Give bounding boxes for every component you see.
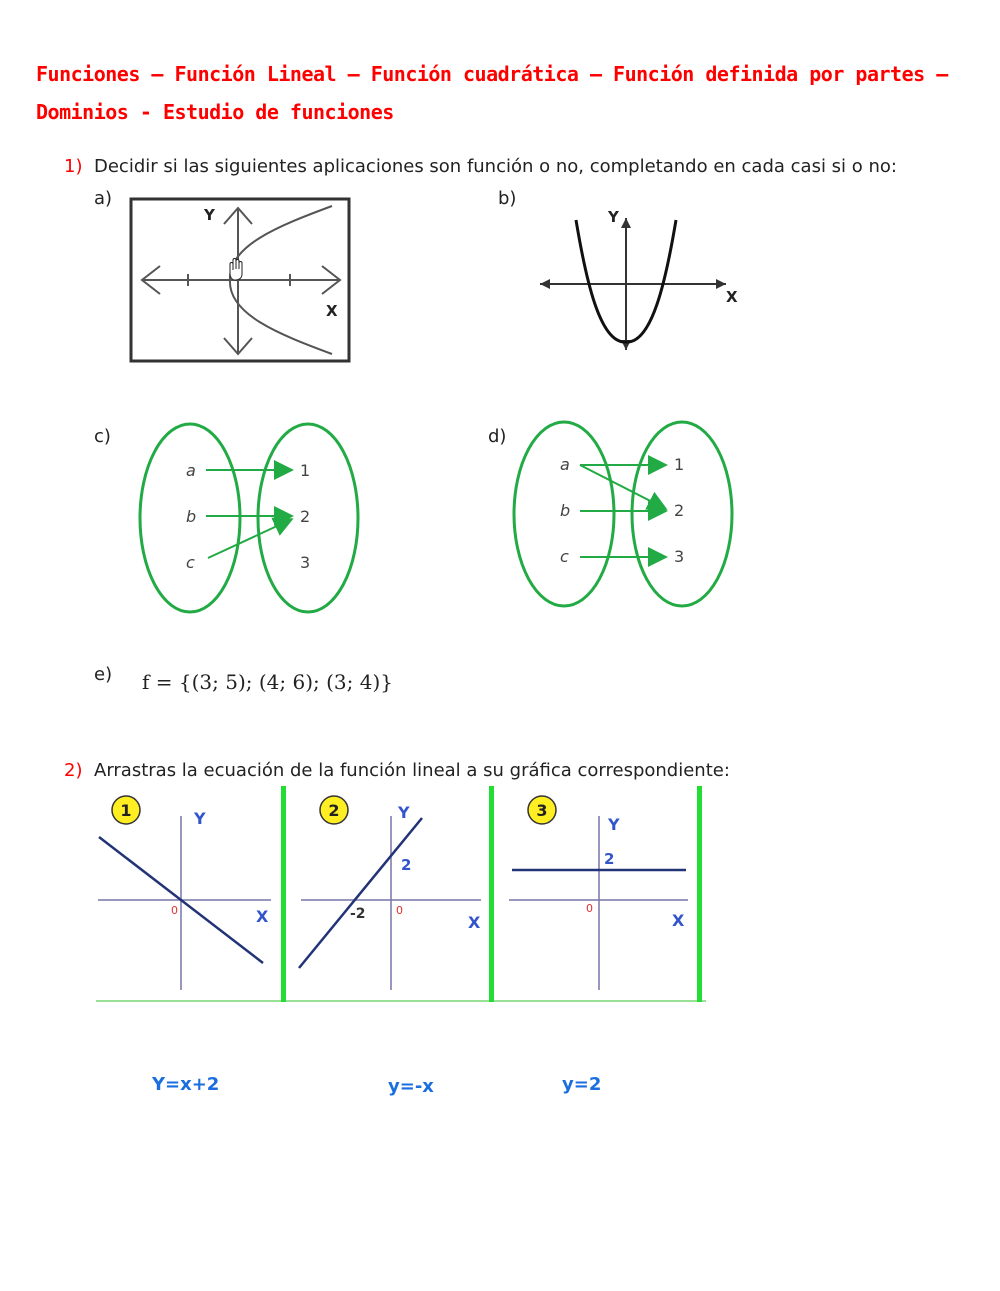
diagram-c-domain-c: c — [186, 553, 195, 572]
panel-2-y-label: Y — [398, 803, 410, 822]
graph-b-y-label: Y — [608, 208, 619, 226]
label-b: b) — [498, 188, 517, 209]
panel-2-y-intercept: 2 — [401, 856, 412, 874]
graph-a — [128, 196, 352, 364]
diagram-d-codomain-2: 2 — [674, 501, 685, 520]
panel-2-x-intercept: -2 — [350, 906, 366, 922]
diagram-d-codomain-3: 3 — [674, 547, 685, 566]
label-c: c) — [94, 426, 111, 447]
panel-3-badge: 3 — [536, 801, 548, 820]
label-d: d) — [488, 426, 507, 447]
panel-1-badge: 1 — [120, 801, 132, 820]
panel-3-y-intercept: 2 — [604, 850, 615, 868]
graph-b-x-label: X — [726, 288, 738, 306]
diagram-c — [138, 420, 364, 620]
graph-b — [530, 200, 750, 360]
page-subtitle: Dominios - Estudio de funciones — [36, 100, 394, 124]
diagram-c-codomain-2: 2 — [300, 507, 311, 526]
diagram-d-codomain-1: 1 — [674, 455, 685, 474]
diagram-d-domain-b: b — [560, 501, 571, 520]
panel-1-origin: 0 — [171, 904, 178, 917]
page-title: Funciones – Función Lineal – Función cuadrática – Función definida por partes – — [36, 62, 948, 86]
equation-y-minus-x[interactable]: y=-x — [388, 1076, 434, 1097]
diagram-d — [510, 418, 742, 614]
diagram-c-domain-b: b — [186, 507, 197, 526]
panel-3-y-label: Y — [608, 815, 620, 834]
question-1-text: Decidir si las siguientes aplicaciones son función o no, completando en cada casi si o no: — [94, 156, 897, 177]
diagram-c-codomain-3: 3 — [300, 553, 311, 572]
linear-graphs-panel — [96, 786, 706, 1004]
panel-1-x-label: X — [256, 907, 269, 926]
graph-a-y-label: Y — [204, 206, 215, 224]
panel-1-y-label: Y — [194, 809, 206, 828]
diagram-d-domain-c: c — [560, 547, 569, 566]
graph-panel-2 — [299, 796, 481, 990]
equation-y-2[interactable]: y=2 — [562, 1074, 602, 1095]
panel-3-origin: 0 — [586, 902, 593, 915]
panel-2-badge: 2 — [328, 801, 340, 820]
panel-2-origin: 0 — [396, 904, 403, 917]
graph-panel-3 — [509, 796, 688, 990]
equation-y-x-plus-2[interactable]: Y=x+2 — [152, 1074, 220, 1095]
diagram-c-domain-a: a — [186, 461, 196, 480]
e-expression: f = {(3; 5); (4; 6); (3; 4)} — [142, 670, 393, 694]
graph-panel-1 — [98, 796, 271, 990]
panel-3-x-label: X — [672, 911, 685, 930]
question-2-number: 2) — [64, 760, 83, 781]
panel-2-x-label: X — [468, 913, 481, 932]
label-e: e) — [94, 664, 113, 685]
graph-a-x-label: X — [326, 302, 338, 320]
diagram-d-domain-a: a — [560, 455, 570, 474]
label-a: a) — [94, 188, 113, 209]
diagram-c-codomain-1: 1 — [300, 461, 311, 480]
question-1-number: 1) — [64, 156, 83, 177]
question-2-text: Arrastras la ecuación de la función lineal a su gráfica correspondiente: — [94, 760, 730, 781]
